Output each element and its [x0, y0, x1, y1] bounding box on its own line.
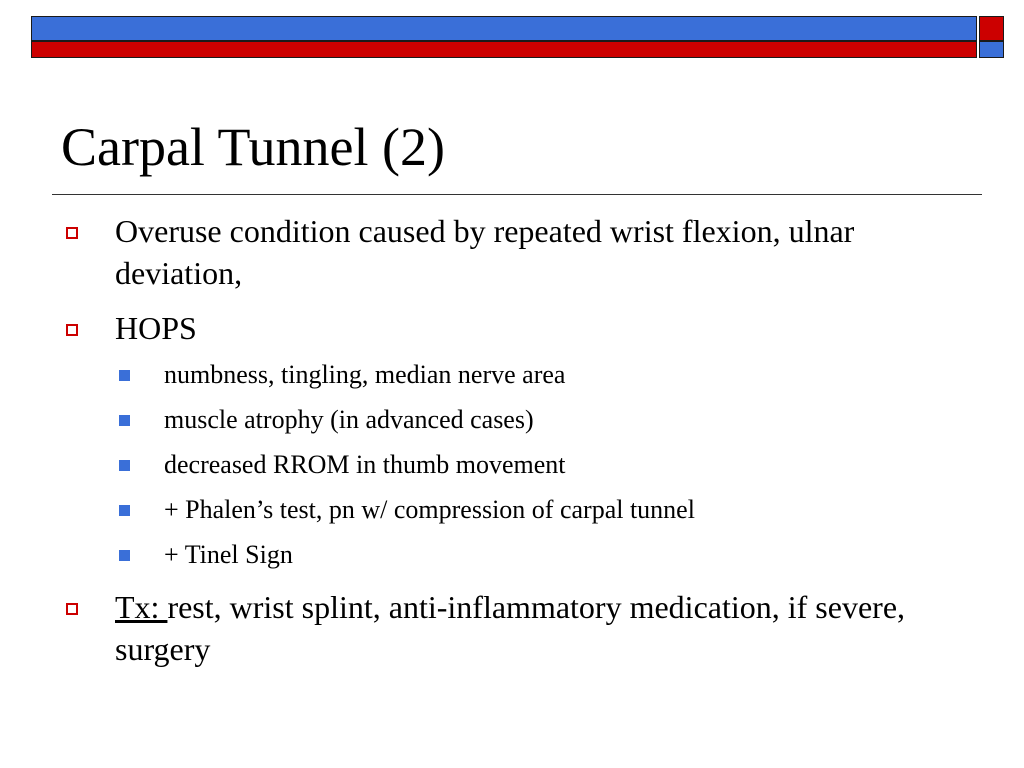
header-blue-square	[979, 41, 1004, 58]
hollow-square-bullet-icon	[66, 324, 78, 336]
sub-bullet-item	[164, 538, 984, 572]
bullet-item	[115, 210, 985, 294]
sub-bullet-text: decreased RROM in thumb movement	[164, 450, 566, 479]
header-red-bar	[31, 41, 977, 58]
hollow-square-bullet-icon	[66, 227, 78, 239]
bullet-item	[115, 307, 985, 349]
filled-square-bullet-icon	[119, 505, 130, 516]
sub-bullet-item	[164, 403, 984, 437]
sub-bullet-text: + Phalen’s test, pn w/ compression of carpal tunnel	[164, 495, 695, 524]
sub-bullet-item	[164, 493, 984, 527]
bullet-text: rest, wrist splint, anti-inflammatory medication, if severe, surgery	[115, 589, 906, 667]
header-decoration	[31, 16, 1004, 58]
sub-bullet-text: + Tinel Sign	[164, 540, 293, 569]
sub-bullet-item	[164, 358, 984, 392]
bullet-text: Overuse condition caused by repeated wrist flexion, ulnar deviation,	[115, 213, 855, 291]
slide-title: Carpal Tunnel (2)	[61, 117, 445, 177]
title-divider	[52, 194, 982, 195]
hollow-square-bullet-icon	[66, 603, 78, 615]
header-red-square	[979, 16, 1004, 41]
sub-bullet-item	[164, 448, 984, 482]
sub-bullet-text: numbness, tingling, median nerve area	[164, 360, 566, 389]
header-blue-bar	[31, 16, 977, 41]
filled-square-bullet-icon	[119, 370, 130, 381]
treatment-label: Tx:	[115, 589, 168, 625]
sub-bullet-text: muscle atrophy (in advanced cases)	[164, 405, 534, 434]
filled-square-bullet-icon	[119, 550, 130, 561]
filled-square-bullet-icon	[119, 415, 130, 426]
bullet-text: HOPS	[115, 310, 197, 346]
bullet-item	[115, 586, 985, 670]
filled-square-bullet-icon	[119, 460, 130, 471]
